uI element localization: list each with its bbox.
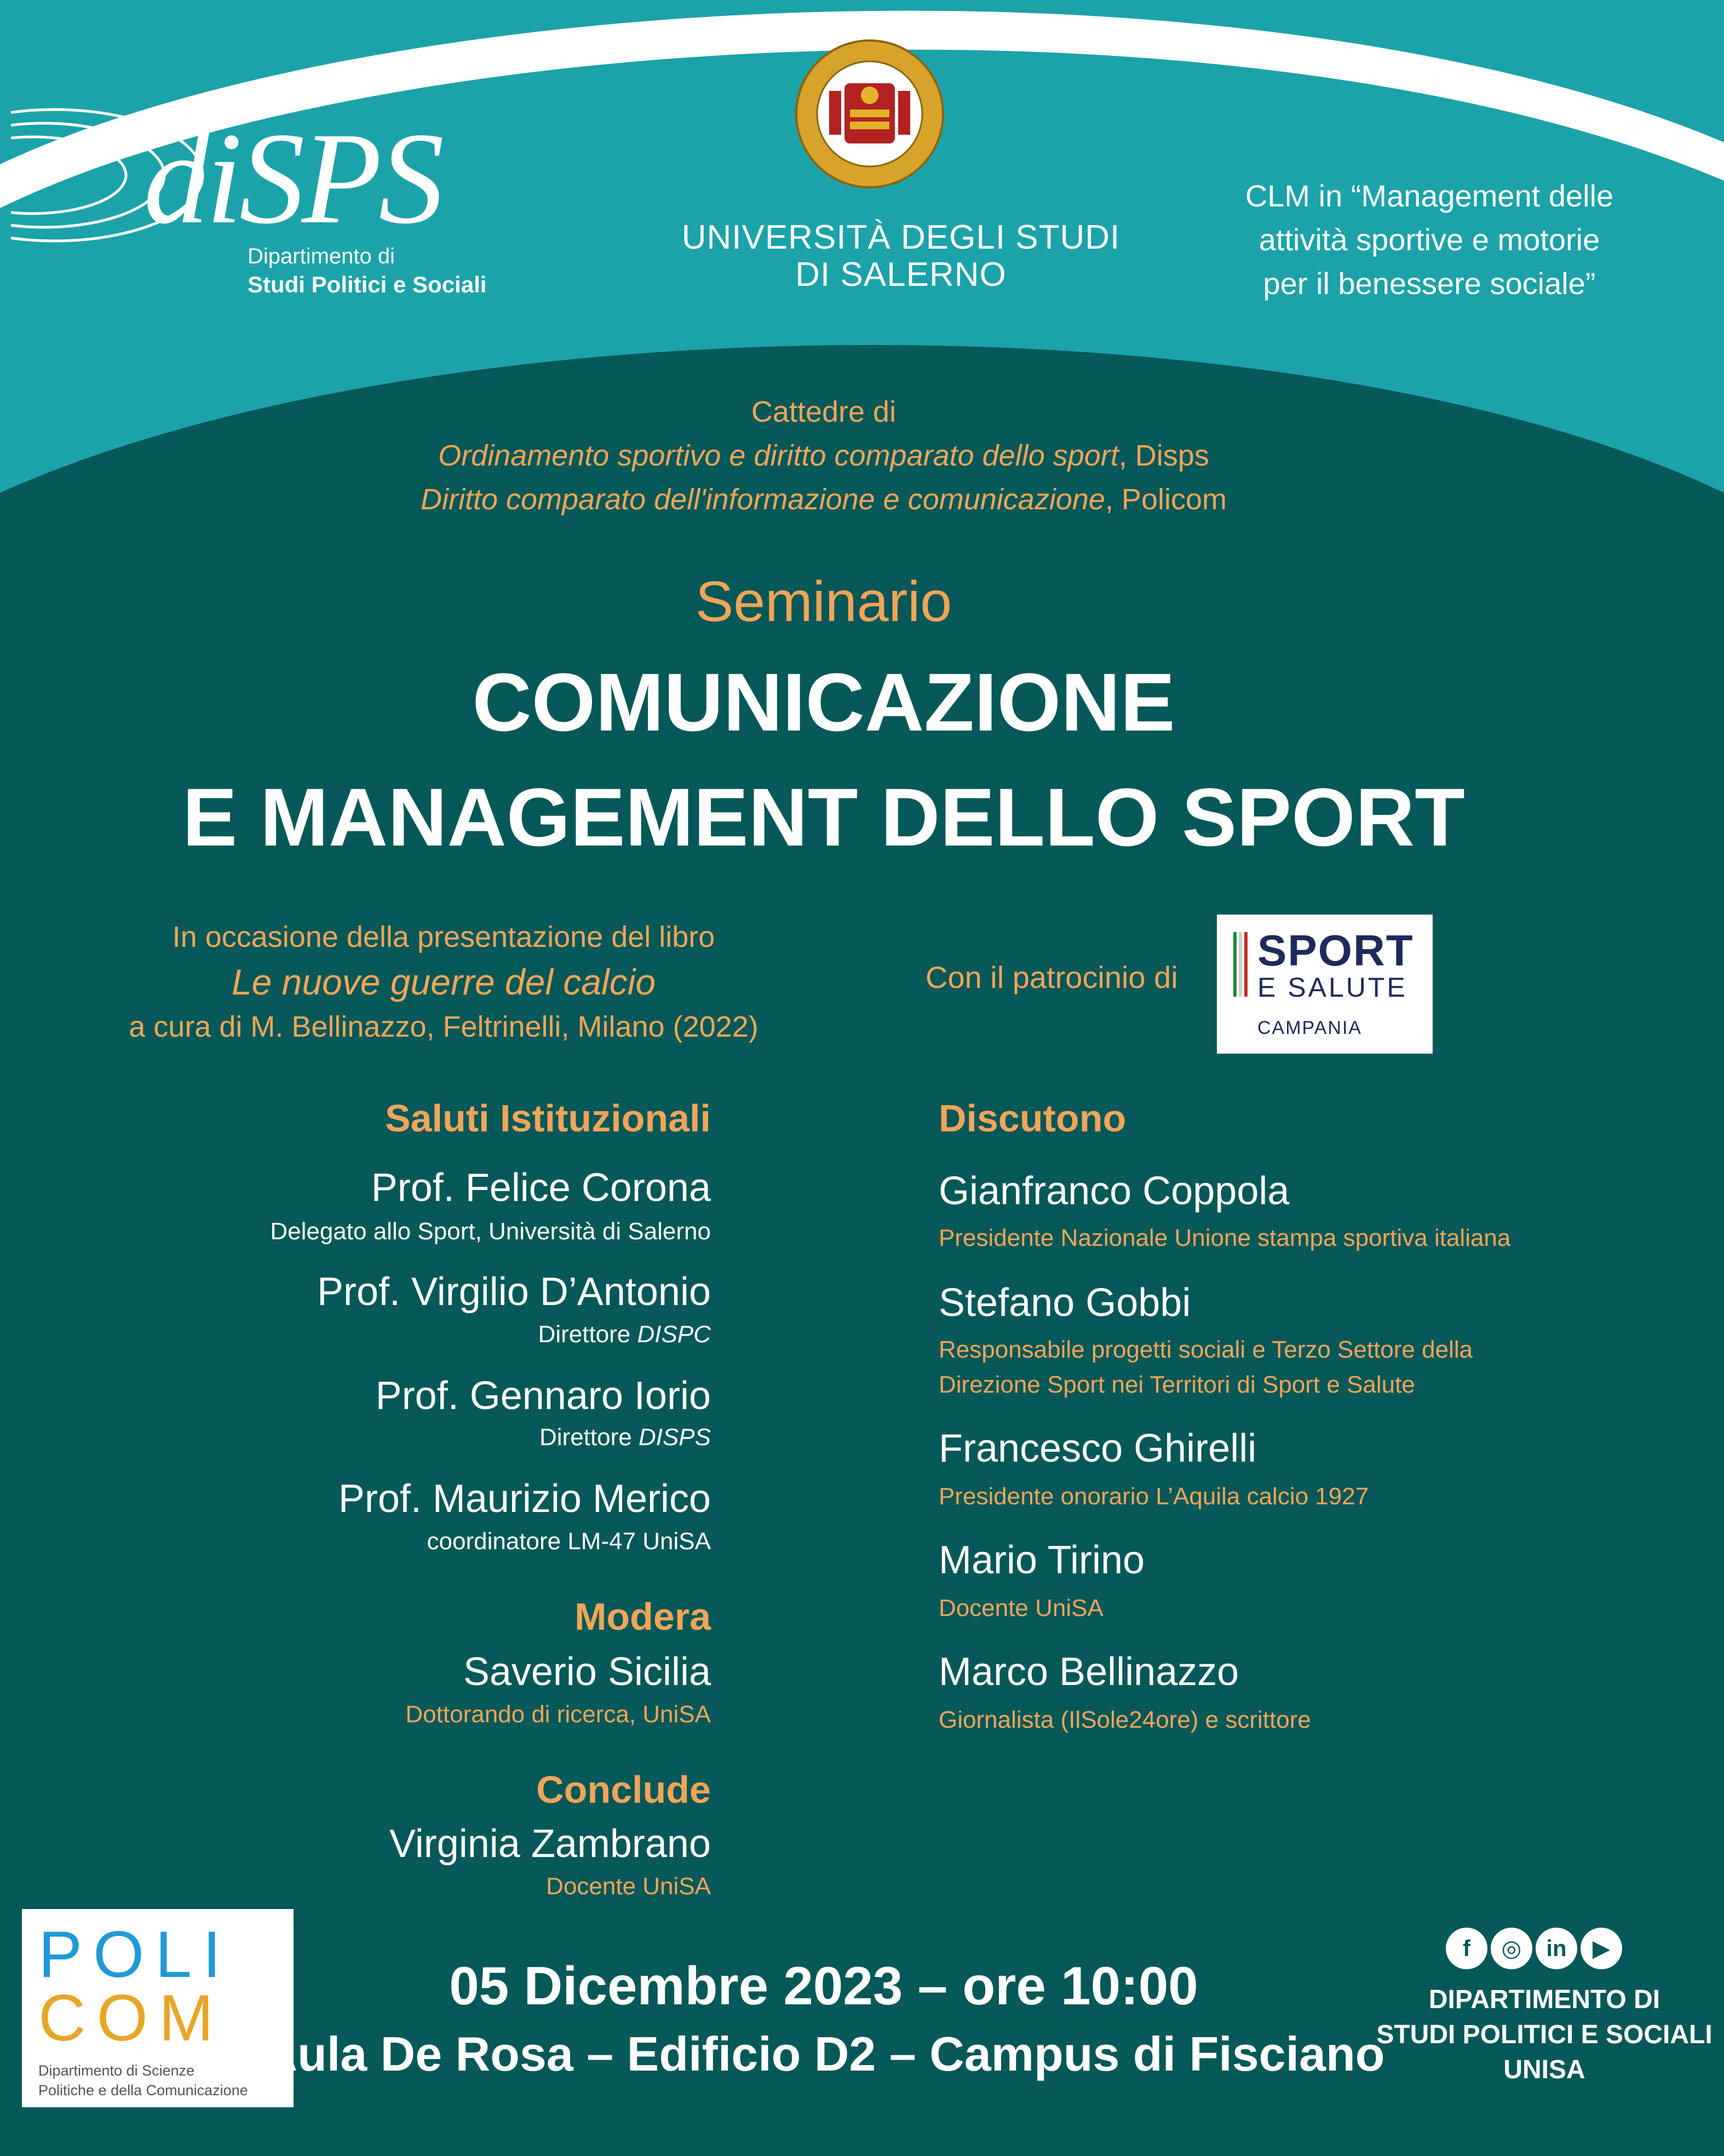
saluti-role-2: Direttore DISPC (538, 1321, 711, 1348)
book-title: Le nuove guerre del calcio (231, 962, 656, 1002)
saluti-role-3: Direttore DISPS (539, 1424, 711, 1451)
university-name-line-1: UNIVERSITÀ DEGLI STUDI (681, 219, 1120, 256)
discutono-role-1: Presidente Nazionale Unione stampa sportiva italiana (939, 1224, 1511, 1251)
sport-logo-line-3: CAMPANIA (1257, 1017, 1363, 1038)
saluti-name-2: Prof. Virgilio D’Antonio (317, 1270, 711, 1314)
policom-logo-line-1: POLI (38, 1918, 232, 1991)
discutono-name-1: Gianfranco Coppola (939, 1169, 1290, 1213)
event-place: Aula De Rosa – Edificio D2 – Campus di Fisciano (262, 2027, 1385, 2081)
disps-subtitle-2: Studi Politici e Sociali (248, 272, 487, 297)
saluti-name-4: Prof. Maurizio Merico (338, 1477, 711, 1521)
social-icons (1446, 1928, 1625, 1969)
conclude-heading: Conclude (536, 1768, 711, 1811)
sport-logo-line-2: E SALUTE (1257, 972, 1407, 1003)
discutono-heading: Discutono (939, 1097, 1127, 1140)
discutono-name-2: Stefano Gobbi (939, 1281, 1191, 1325)
dept-line-1: DIPARTIMENTO DI (1428, 1985, 1660, 2014)
discutono-role-2b: Direzione Sport nei Territori di Sport e Salute (939, 1371, 1415, 1398)
discutono-role-2a: Responsabile progetti sociali e Terzo Settore della (939, 1336, 1473, 1363)
saluti-heading: Saluti Istituzionali (384, 1097, 711, 1140)
conclude-role: Docente UniSA (546, 1873, 711, 1900)
saluti-role-4: coordinatore LM-47 UniSA (427, 1528, 711, 1555)
university-seal-icon (794, 38, 945, 189)
modera-heading: Modera (574, 1595, 711, 1638)
cattedre-line-2: Diritto comparato dell'informazione e comunicazione, Policom (421, 483, 1227, 516)
disps-subtitle-1: Dipartimento di (248, 244, 395, 268)
discutono-role-3: Presidente onorario L’Aquila calcio 1927 (939, 1483, 1369, 1510)
linkedin-icon[interactable]: in (1536, 1928, 1577, 1969)
discutono-role-4: Docente UniSA (939, 1595, 1104, 1622)
patronage-label: Con il patrocinio di (926, 960, 1178, 994)
book-line-1: In occasione della presentazione del libro (172, 921, 715, 953)
dept-line-3: UNISA (1503, 2055, 1585, 2084)
book-line-3: a cura di M. Bellinazzo, Feltrinelli, Milano (2022) (129, 1010, 758, 1043)
sport-e-salute-logo (1217, 915, 1433, 1054)
cattedre-block (0, 390, 1647, 521)
disps-logo-text: diSPS (143, 105, 441, 251)
book-presentation (77, 915, 811, 1049)
event-title-line-2: E MANAGEMENT DELLO SPORT (182, 771, 1465, 863)
university-name-line-2: DI SALERNO (795, 256, 1007, 294)
youtube-icon[interactable]: ▶ (1581, 1928, 1622, 1969)
event-kind: Seminario (695, 570, 952, 634)
instagram-icon[interactable]: ◎ (1491, 1928, 1532, 1969)
department-footer (1358, 1982, 1724, 2088)
event-date: 05 Dicembre 2023 – ore 10:00 (449, 1956, 1198, 2016)
sport-logo-line-1: SPORT (1257, 926, 1414, 975)
saluti-name-1: Prof. Felice Corona (371, 1166, 711, 1210)
dept-line-2: STUDI POLITICI E SOCIALI (1376, 2020, 1712, 2049)
conclude-name: Virginia Zambrano (389, 1822, 711, 1866)
discutono-name-4: Mario Tirino (939, 1538, 1145, 1582)
facebook-icon[interactable]: f (1446, 1928, 1487, 1969)
policom-subtitle-2: Politiche e della Comunicazione (38, 2082, 248, 2098)
discutono-role-5: Giornalista (IlSole24ore) e scrittore (939, 1706, 1311, 1733)
cattedre-label: Cattedre di (751, 395, 897, 428)
discutono-name-3: Francesco Ghirelli (939, 1427, 1257, 1470)
saluti-role-1: Delegato allo Sport, Università di Salerno (270, 1218, 711, 1245)
modera-name: Saverio Sicilia (463, 1650, 711, 1694)
saluti-name-3: Prof. Gennaro Iorio (375, 1374, 711, 1418)
discutono-name-5: Marco Bellinazzo (939, 1650, 1239, 1694)
clm-course-title (1205, 174, 1654, 306)
policom-subtitle-1: Dipartimento di Scienze (38, 2062, 195, 2079)
event-title-line-1: COMUNICAZIONE (472, 656, 1175, 748)
clm-line-3: per il benessere sociale” (1263, 266, 1596, 301)
modera-role: Dottorando di ricerca, UniSA (405, 1701, 711, 1728)
policom-logo-line-2: COM (38, 1981, 225, 2055)
cattedre-line-1: Ordinamento sportivo e diritto comparato dello sport, Disps (438, 439, 1209, 472)
clm-line-1: CLM in “Management delle (1245, 179, 1614, 213)
clm-line-2: attività sportive e motorie (1258, 222, 1600, 257)
